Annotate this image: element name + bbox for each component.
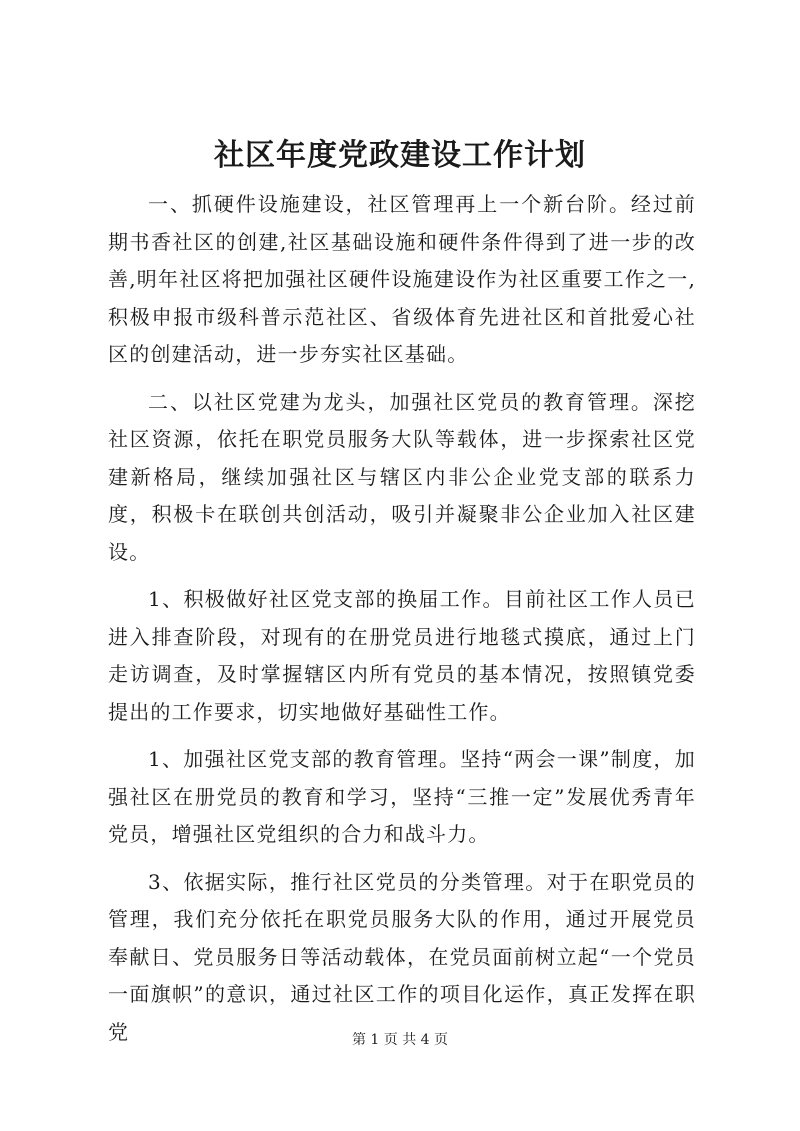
paragraph-4: 1、加强社区党支部的教育管理。坚持“两会一课”制度，加强社区在册党员的教育和学习，坚持“三推一定”发展优秀青年党员，增强社区党组织的合力和战斗力。	[108, 747, 696, 846]
paragraph-2: 二、以社区党建为龙头，加强社区党员的教育管理。深挖社区资源，依托在职党员服务大队等载体，进一步探索社区党建新格局，继续加强社区与辖区内非公企业党支部的联系力度，积极卡在联创共创活动，吸引并凝聚非公企业加入社区建设。	[108, 389, 696, 564]
paragraph-3: 1、积极做好社区党支部的换届工作。目前社区工作人员已进入排查阶段，对现有的在册党员进行地毯式摸底，通过上门走访调查，及时掌握辖区内所有党员的基本情况，按照镇党委提出的工作要求，切实地做好基础性工作。	[108, 587, 696, 724]
document-body	[108, 186, 696, 1061]
page-footer: 第 1 页 共 4 页	[351, 1032, 449, 1048]
page-title: 社区年度党政建设工作计划	[214, 138, 586, 173]
paragraph-1: 一、抓硬件设施建设，社区管理再上一个新台阶。经过前期书香社区的创建,社区基础设施和硬件条件得到了进一步的改善,明年社区将把加强社区硬件设施建设作为社区重要工作之一,积极申报市级科普示范社区、省级体育先进社区和首批爱心社区的创建活动，进一步夯实社区基础。	[108, 192, 696, 366]
paragraph-5: 3、依据实际，推行社区党员的分类管理。对于在职党员的管理，我们充分依托在职党员服务大队的作用，通过开展党员奉献日、党员服务日等活动载体，在党员面前树立起“一个党员一面旗帜”的意识，通过社区工作的项目化运作，真正发挥在职党	[108, 869, 696, 1044]
